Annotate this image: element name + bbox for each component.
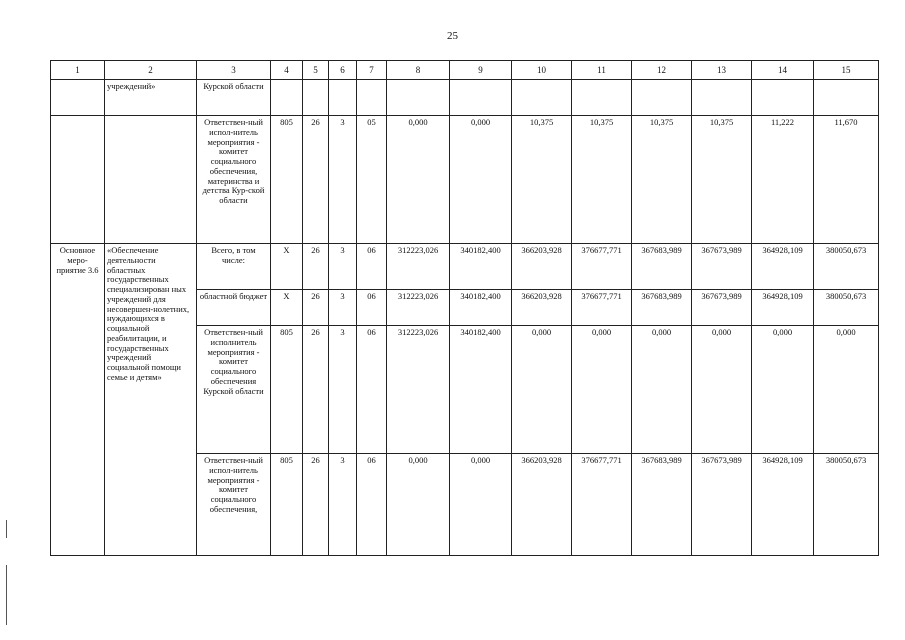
amount-cell <box>387 80 450 116</box>
budget-code-cell: 805 <box>271 326 303 454</box>
amount-cell: 364928,109 <box>752 244 814 290</box>
amount-cell: 376677,771 <box>572 290 632 326</box>
amount-cell <box>512 80 572 116</box>
column-header: 2 <box>105 61 197 80</box>
header-row <box>51 61 879 80</box>
budget-code-cell: 26 <box>303 244 329 290</box>
amount-cell <box>632 80 692 116</box>
amount-cell <box>814 80 879 116</box>
amount-cell: 312223,026 <box>387 244 450 290</box>
column-header: 10 <box>512 61 572 80</box>
executor-cell: областной бюджет <box>197 290 271 326</box>
measure-name-cell: «Обеспечение деятельности областных государственных специализирован ных учреждений для несовершен-нолетних, нуждающихся в социальной реабилитации, и государственных учреждений социальной помощи семье и детям» <box>105 244 197 556</box>
page-number: 25 <box>447 30 458 42</box>
budget-code-cell: 3 <box>329 244 357 290</box>
column-header: 1 <box>51 61 105 80</box>
column-header: 6 <box>329 61 357 80</box>
amount-cell: 340182,400 <box>450 326 512 454</box>
budget-code-cell: 3 <box>329 454 357 556</box>
budget-code-cell: 05 <box>357 116 387 244</box>
amount-cell: 312223,026 <box>387 326 450 454</box>
amount-cell: 0,000 <box>632 326 692 454</box>
margin-mark <box>6 565 7 625</box>
amount-cell: 10,375 <box>692 116 752 244</box>
amount-cell <box>752 80 814 116</box>
amount-cell: 0,000 <box>814 326 879 454</box>
amount-cell: 0,000 <box>752 326 814 454</box>
amount-cell: 0,000 <box>692 326 752 454</box>
amount-cell: 367673,989 <box>692 244 752 290</box>
column-header: 3 <box>197 61 271 80</box>
margin-mark <box>6 520 7 538</box>
table-row <box>51 80 879 116</box>
budget-code-cell <box>329 80 357 116</box>
measure-code-cell: Основное меро-приятие 3.6 <box>51 244 105 556</box>
column-header: 9 <box>450 61 512 80</box>
amount-cell <box>450 80 512 116</box>
amount-cell: 0,000 <box>450 454 512 556</box>
budget-code-cell: 3 <box>329 116 357 244</box>
column-header: 5 <box>303 61 329 80</box>
measure-name-cell <box>105 116 197 244</box>
executor-cell: Ответствен-ный испол-нитель мероприятия - комитет социального обеспечения, <box>197 454 271 556</box>
amount-cell: 0,000 <box>450 116 512 244</box>
executor-cell: Всего, в том числе: <box>197 244 271 290</box>
amount-cell: 340182,400 <box>450 244 512 290</box>
column-header: 15 <box>814 61 879 80</box>
budget-code-cell: 3 <box>329 326 357 454</box>
amount-cell: 367683,989 <box>632 454 692 556</box>
amount-cell: 364928,109 <box>752 290 814 326</box>
measure-name-cell: учреждений» <box>105 80 197 116</box>
amount-cell: 366203,928 <box>512 244 572 290</box>
amount-cell: 376677,771 <box>572 454 632 556</box>
measure-code-cell <box>51 116 105 244</box>
budget-code-cell: 26 <box>303 116 329 244</box>
amount-cell: 364928,109 <box>752 454 814 556</box>
budget-code-cell: 06 <box>357 244 387 290</box>
amount-cell: 10,375 <box>632 116 692 244</box>
amount-cell: 10,375 <box>512 116 572 244</box>
amount-cell: 367683,989 <box>632 290 692 326</box>
budget-table <box>50 60 879 556</box>
column-header: 12 <box>632 61 692 80</box>
amount-cell: 367683,989 <box>632 244 692 290</box>
amount-cell: 380050,673 <box>814 244 879 290</box>
column-header: 8 <box>387 61 450 80</box>
amount-cell: 366203,928 <box>512 290 572 326</box>
column-header: 4 <box>271 61 303 80</box>
budget-code-cell: 26 <box>303 290 329 326</box>
amount-cell: 380050,673 <box>814 290 879 326</box>
budget-code-cell: 805 <box>271 116 303 244</box>
budget-code-cell: 06 <box>357 290 387 326</box>
budget-code-cell: 06 <box>357 454 387 556</box>
executor-cell: Курской области <box>197 80 271 116</box>
budget-code-cell: 26 <box>303 454 329 556</box>
budget-code-cell: 805 <box>271 454 303 556</box>
amount-cell: 10,375 <box>572 116 632 244</box>
amount-cell: 0,000 <box>387 116 450 244</box>
amount-cell: 340182,400 <box>450 290 512 326</box>
budget-code-cell <box>271 80 303 116</box>
budget-code-cell: 26 <box>303 326 329 454</box>
measure-code-cell <box>51 80 105 116</box>
column-header: 11 <box>572 61 632 80</box>
amount-cell: 367673,989 <box>692 290 752 326</box>
budget-code-cell: 3 <box>329 290 357 326</box>
amount-cell: 0,000 <box>512 326 572 454</box>
amount-cell: 367673,989 <box>692 454 752 556</box>
column-header: 13 <box>692 61 752 80</box>
amount-cell: 11,222 <box>752 116 814 244</box>
table-row <box>51 116 879 244</box>
amount-cell: 366203,928 <box>512 454 572 556</box>
amount-cell: 0,000 <box>572 326 632 454</box>
amount-cell: 11,670 <box>814 116 879 244</box>
budget-code-cell: Х <box>271 244 303 290</box>
amount-cell: 376677,771 <box>572 244 632 290</box>
budget-code-cell: Х <box>271 290 303 326</box>
amount-cell <box>572 80 632 116</box>
executor-cell: Ответствен-ный испол-нитель мероприятия - комитет социального обеспечения, материнства и детства Кур-ской области <box>197 116 271 244</box>
budget-code-cell: 06 <box>357 326 387 454</box>
column-header: 14 <box>752 61 814 80</box>
budget-code-cell <box>303 80 329 116</box>
table-row <box>51 244 879 290</box>
executor-cell: Ответствен-ный исполнитель мероприятия - комитет социального обеспечения Курской области <box>197 326 271 454</box>
amount-cell: 0,000 <box>387 454 450 556</box>
amount-cell <box>692 80 752 116</box>
column-header: 7 <box>357 61 387 80</box>
amount-cell: 380050,673 <box>814 454 879 556</box>
amount-cell: 312223,026 <box>387 290 450 326</box>
budget-code-cell <box>357 80 387 116</box>
